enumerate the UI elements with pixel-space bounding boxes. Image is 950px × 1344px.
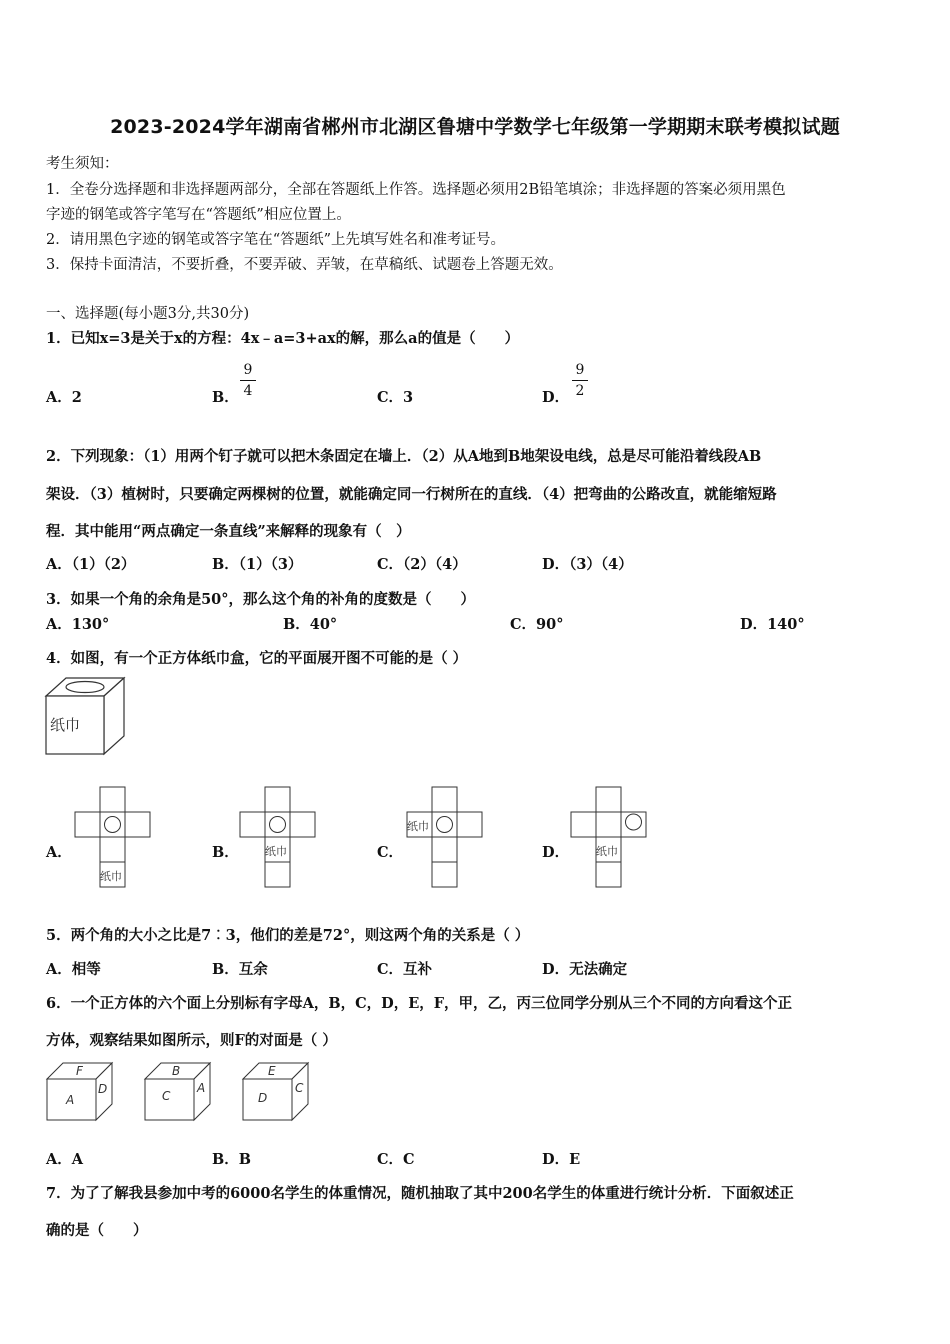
cube-2-figure (144, 1062, 212, 1122)
cube-1-front: A (66, 1093, 75, 1107)
q6-line-2: 方体，观察结果如图所示，则F的对面是（ ） (46, 1032, 337, 1049)
q1-stem: 1．已知x=3是关于x的方程：4x﹣a=3+ax的解，那么a的值是（ ） (46, 330, 520, 347)
notice-item-2: 2．请用黑色字迹的钢笔或答字笔在“答题纸”上先填写姓名和准考证号。 (46, 232, 506, 248)
q4-option-b: B． (212, 844, 239, 861)
net-b-label: 纸巾 (265, 845, 287, 858)
cube-2-front: C (162, 1089, 171, 1103)
cube-1-top: F (76, 1064, 83, 1078)
q5-option-b: B．互余 (212, 961, 268, 978)
q1-option-b-label: B． (212, 389, 239, 406)
net-a-figure (74, 786, 152, 888)
cube-3-side: C (295, 1081, 304, 1095)
cube-1-figure (46, 1062, 114, 1122)
cube-3-figure (242, 1062, 310, 1122)
net-c-label: 纸巾 (407, 820, 429, 833)
cube-1-side: D (98, 1082, 108, 1096)
q2-option-a: A．（1）（2） (46, 556, 136, 573)
net-d-figure (570, 786, 648, 888)
tissue-box-figure (44, 676, 126, 758)
q1-d-denominator: 2 (575, 383, 585, 399)
notice-item-3: 3．保持卡面清洁，不要折叠，不要弄破、弄皱，在草稿纸、试题卷上答题无效。 (46, 257, 563, 273)
notice-item-1: 1．全卷分选择题和非选择题两部分，全部在答题纸上作答。选择题必须用2B铅笔填涂；非选择题的答案必须用黑色 (46, 182, 786, 198)
exam-title: 2023-2024学年湖南省郴州市北湖区鲁塘中学数学七年级第一学期期末联考模拟试题 (110, 116, 840, 138)
notice-item-1-cont: 字迹的钢笔或答字笔写在“答题纸”相应位置上。 (46, 207, 351, 223)
tissue-box-label: 纸巾 (50, 716, 81, 734)
q3-option-a: A．130° (46, 616, 110, 633)
q5-stem: 5．两个角的大小之比是7︰3，他们的差是72°，则这两个角的关系是（ ） (46, 927, 530, 944)
q1-option-a: A．2 (46, 389, 82, 406)
q6-option-b: B．B (212, 1151, 252, 1168)
q6-option-c: C．C (377, 1151, 415, 1168)
q6-option-d: D．E (542, 1151, 581, 1168)
q7-line-1: 7．为了了解我县参加中考的6000名学生的体重情况，随机抽取了其中200名学生的体重进行统计分析．下面叙述正 (46, 1185, 794, 1202)
q2-option-b: B．（1）（3） (212, 556, 303, 573)
q7-line-2: 确的是（ ） (46, 1222, 148, 1239)
q6-option-a: A．A (46, 1151, 84, 1168)
q4-option-d: D． (542, 844, 570, 861)
cube-3-top: E (268, 1064, 276, 1078)
q1-option-c: C．3 (377, 389, 414, 406)
q2-line-1: 2．下列现象：（1）用两个钉子就可以把木条固定在墙上．（2）从A地到B地架设电线，总是尽可能沿着线段AB (46, 448, 762, 465)
q1-option-d-fraction (572, 362, 588, 399)
q3-option-c: C．90° (510, 616, 564, 633)
cube-3-front: D (258, 1091, 268, 1105)
q5-option-a: A．相等 (46, 961, 101, 978)
q2-option-d: D．（3）（4） (542, 556, 633, 573)
q1-option-b-fraction (240, 362, 256, 399)
cube-2-side: A (197, 1081, 206, 1095)
q4-option-c: C． (377, 844, 404, 861)
q4-option-a: A． (46, 844, 72, 861)
q1-b-denominator: 4 (243, 383, 253, 399)
q4-stem: 4．如图，有一个正方体纸巾盒，它的平面展开图不可能的是（ ） (46, 650, 468, 667)
net-c-figure (406, 786, 484, 888)
q3-option-d: D．140° (740, 616, 805, 633)
q3-option-b: B．40° (283, 616, 338, 633)
q5-option-c: C．互补 (377, 961, 433, 978)
q2-option-c: C．（2）（4） (377, 556, 467, 573)
q1-option-d-label: D． (542, 389, 570, 406)
net-a-label: 纸巾 (100, 870, 122, 883)
q1-d-numerator: 9 (575, 362, 585, 378)
section-heading: 一、选择题(每小题3分,共30分) (46, 306, 250, 322)
net-b-figure (239, 786, 317, 888)
cube-2-top: B (172, 1064, 181, 1078)
q2-line-2: 架设．（3）植树时，只要确定两棵树的位置，就能确定同一行树所在的直线．（4）把弯曲的公路改直，就能缩短路 (46, 486, 777, 503)
q5-option-d: D．无法确定 (542, 961, 628, 978)
notice-heading: 考生须知： (46, 156, 119, 172)
q6-line-1: 6．一个正方体的六个面上分别标有字母A，B，C，D，E，F，甲，乙，丙三位同学分别从三个不同的方向看这个正 (46, 995, 793, 1012)
q2-line-3: 程．其中能用“两点确定一条直线”来解释的现象有（ ） (46, 523, 411, 540)
q3-stem: 3．如果一个角的余角是50°，那么这个角的补角的度数是（ ） (46, 591, 476, 608)
q1-b-numerator: 9 (243, 362, 253, 378)
net-d-label: 纸巾 (596, 845, 618, 858)
